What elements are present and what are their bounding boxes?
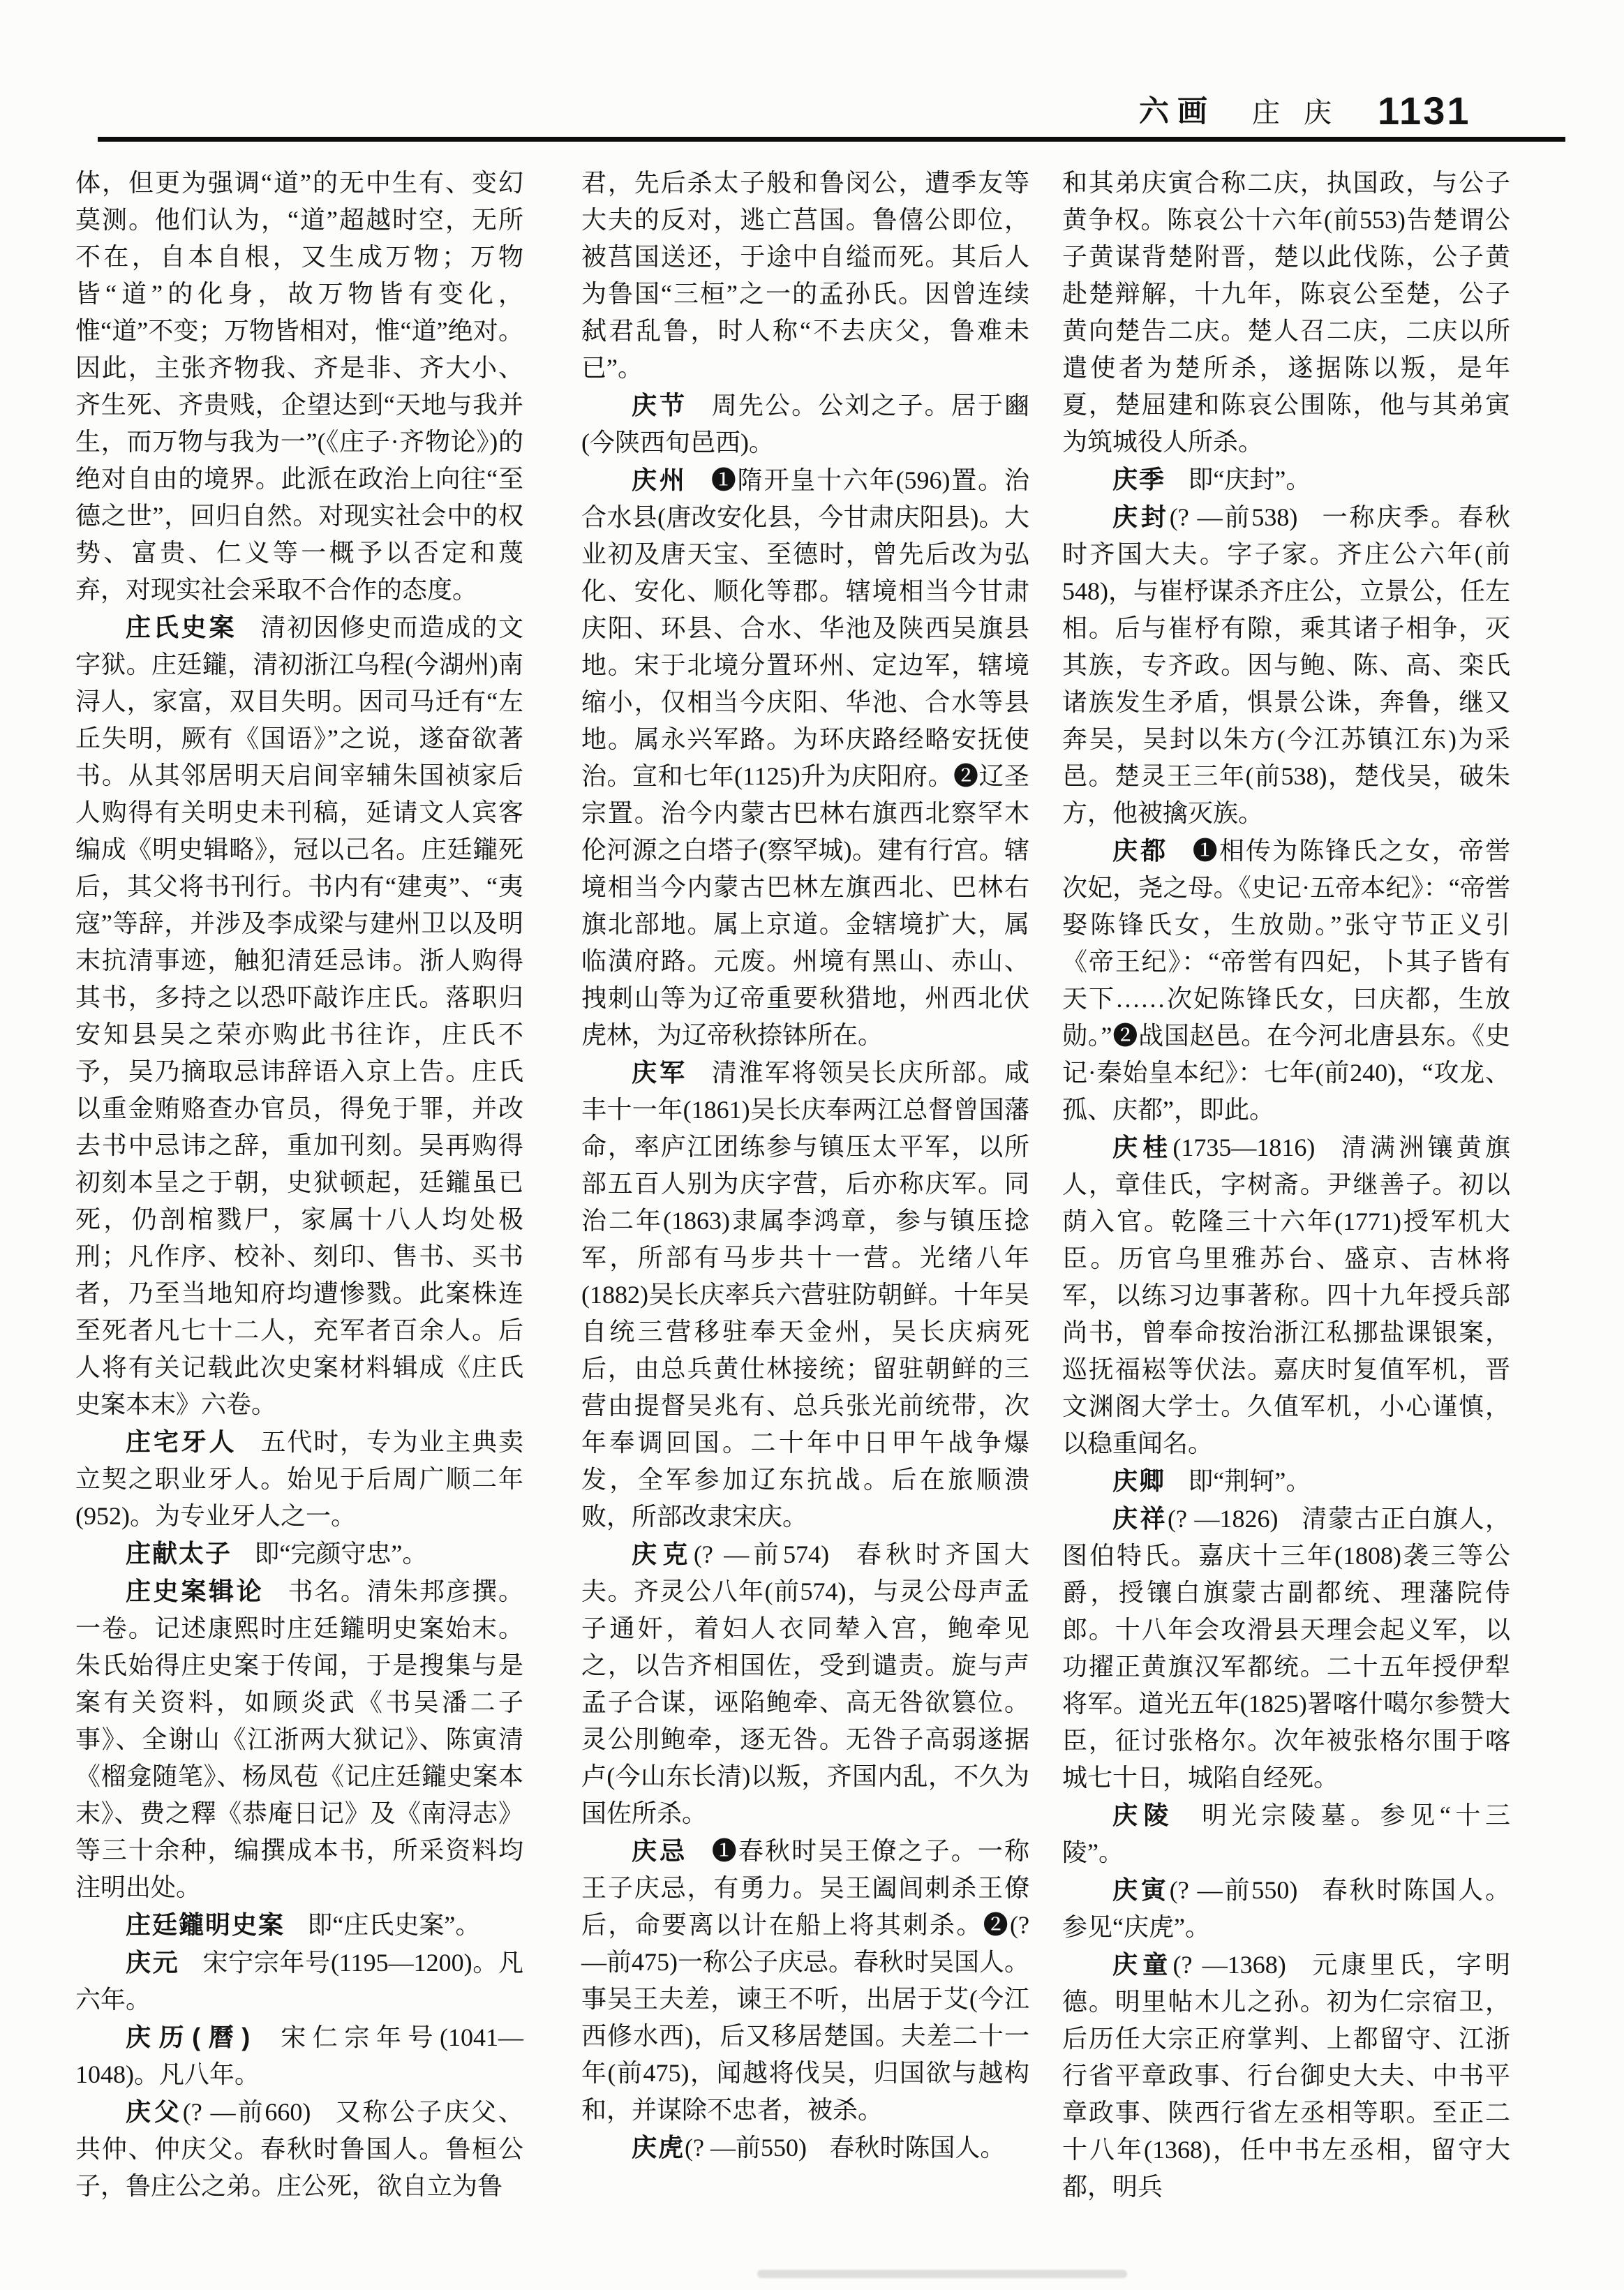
dictionary-entry: 庆忌 ❶春秋时吴王僚之子。一称王子庆忌，有勇力。吴王阖闾刺杀王僚后，命要离以计在船上将其刺杀。❷(? —前475)一称公子庆忌。春秋时吴国人。事吴王夫差，谏王不听，出居于艾(今江西修水西)，后又移居楚国。夫差二十一年(前475)，闻越将伐吴，归国欲与越构和，并谋除不忠者，被杀。 bbox=[581, 1836, 1029, 2124]
entry-dates: (? —前538) bbox=[1169, 503, 1298, 531]
entry-headword: 庆历(曆) bbox=[126, 2023, 252, 2051]
dictionary-entry: 庆卿 即“荆轲”。 bbox=[1112, 1466, 1311, 1495]
section-stroke-label: 六画 bbox=[1139, 96, 1216, 128]
first-entry-char: 庄 bbox=[1252, 97, 1280, 128]
dictionary-entry: 庆季 即“庆封”。 bbox=[1112, 465, 1311, 493]
entry-headword: 庄宅牙人 bbox=[126, 1427, 237, 1456]
dictionary-entry: 庆州 ❶隋开皇十六年(596)置。治合水县(唐改安化县，今甘肃庆阳县)。大业初及唐天宝、至德时，曾先后改为弘化、安化、顺化等郡。辖境相当今甘肃庆阳、环县、合水、华池及陕西吴旗县地。宋于北境分置环州、定边军，辖境缩小，仅相当今庆阳、华池、合水等县地。属永兴军路。为环庆路经略安抚使治。宣和七年(1125)升为庆阳府。❷辽圣宗置。治今内蒙古巴林右旗西北察罕木伦河源之白塔子(察罕城)。建有行宫。辖境相当今内蒙古巴林左旗西北、巴林右旗北部地。属上京道。金辖境扩大，属临潢府路。元废。州境有黑山、赤山、拽刺山等为辽帝重要秋猎地，州西北伏虎林，为辽帝秋捺钵所在。 bbox=[581, 466, 1029, 1049]
entry-headword: 庆都 bbox=[1112, 836, 1169, 865]
scan-artifact bbox=[757, 2270, 1127, 2278]
entry-headword: 庆克 bbox=[632, 1540, 694, 1568]
dictionary-entry: 庆克(? —前574) 春秋时齐国大夫。齐灵公八年(前574)，与灵公母声孟子通奸，着妇人衣同辇入宫，鲍牵见之，以告齐相国佐，受到谴责。旋与声孟子合谋，诬陷鲍牵、高无咎欲篡位。灵公刖鲍牵，逐无咎。无咎子高弱遂据卢(今山东长清)以叛，齐国内乱，不久为国佐所杀。 bbox=[581, 1540, 1029, 1827]
dictionary-entry: 庄宅牙人 五代时，专为业主典卖立契之职业牙人。始见于后周广顺二年(952)。为专业牙人之一。 bbox=[75, 1427, 523, 1530]
entry-headword: 庄献太子 bbox=[126, 1539, 232, 1568]
last-entry-char: 庆 bbox=[1304, 97, 1332, 128]
dictionary-entry: 庄廷鑨明史案 即“庄氏史案”。 bbox=[126, 1910, 481, 1939]
dictionary-entry: 庆寅(? —前550) 春秋时陈国人。参见“庆虎”。 bbox=[1062, 1875, 1510, 1941]
entry-dates: (? —前574) bbox=[693, 1540, 830, 1568]
entry-headword: 庆军 bbox=[632, 1058, 688, 1087]
entry-headword: 庆季 bbox=[1112, 465, 1166, 493]
dictionary-entry: 庆历(曆) 宋仁宗年号(1041—1048)。凡八年。 bbox=[75, 2023, 523, 2088]
entry-headword: 庄史案辑论 bbox=[126, 1577, 265, 1605]
entry-headword: 庆童 bbox=[1112, 1950, 1173, 1979]
entry-headword: 庆卿 bbox=[1112, 1466, 1166, 1495]
dictionary-entry: 庆军 清淮军将领吴长庆所部。咸丰十一年(1861)吴长庆奉两江总督曾国藩命，率庐江团练参与镇压太平军，以所部五百人别为庆字营，后亦称庆军。同治二年(1863)隶属李鸿章，参与镇压捻军，所部有马步共十一营。光绪八年(1882)吴长庆率兵六营驻防朝鲜。十年吴自统三营移驻奉天金州，吴长庆病死后，由总兵黄仕林接统；留驻朝鲜的三营由提督吴兆有、总兵张光前统带，次年奉调回国。二十年中日甲午战争爆发，全军参加辽东抗战。后在旅顺溃败，所部改隶宋庆。 bbox=[581, 1058, 1029, 1531]
dictionary-entry: 庆陵 明光宗陵墓。参见“十三陵”。 bbox=[1062, 1801, 1510, 1866]
text-column-1 bbox=[75, 165, 523, 2205]
entry-headword: 庆陵 bbox=[1112, 1801, 1175, 1829]
entry-headword: 庆桂 bbox=[1112, 1133, 1173, 1161]
header-rule bbox=[98, 137, 1565, 142]
entry-headword: 庆父 bbox=[126, 2097, 183, 2126]
text-column-3 bbox=[1062, 165, 1510, 2206]
entry-headword: 庆节 bbox=[632, 391, 688, 419]
dictionary-entry: 庆都 ❶相传为陈锋氏之女，帝喾次妃，尧之母。《史记·五帝本纪》：“帝喾娶陈锋氏女，生放勋。”张守节正义引《帝王纪》：“帝喾有四妃，卜其子皆有天下……次妃陈锋氏女，曰庆都，生放勋。”❷战国赵邑。在今河北唐县东。《史记·秦始皇本纪》：七年(前240)，“攻龙、孤、庆都”，即此。 bbox=[1062, 836, 1510, 1124]
continuation-paragraph: 君，先后杀太子般和鲁闵公，遭季友等大夫的反对，逃亡莒国。鲁僖公即位，被莒国送还，于途中自缢而死。其后人为鲁国“三桓”之一的孟孙氏。因曾连续弑君乱鲁，时人称“不去庆父，鲁难未已”。 bbox=[581, 169, 1029, 382]
page-number: 1131 bbox=[1378, 89, 1471, 133]
dictionary-entry: 庆童(? —1368) 元康里氏，字明德。明里帖木儿之孙。初为仁宗宿卫，后历任大宗正府掌判、上都留守、江浙行省平章政事、行台御史大夫、中书平章政事、陕西行省左丞相等职。至正二十八年(1368)，任中书左丞相，留守大都，明兵 bbox=[1062, 1950, 1510, 2201]
entry-headword: 庆忌 bbox=[632, 1836, 688, 1865]
entry-dates: (? —1826) bbox=[1168, 1505, 1279, 1533]
dictionary-entry: 庆节 周先公。公刘之子。居于豳(今陕西旬邑西)。 bbox=[581, 391, 1029, 456]
entry-dates: (? —前550) bbox=[685, 2134, 807, 2162]
dictionary-entry: 庆虎(? —前550) 春秋时陈国人。 bbox=[632, 2133, 1006, 2162]
entry-headword: 庆州 bbox=[632, 466, 687, 494]
dictionary-entry: 庄献太子 即“完颜守忠”。 bbox=[126, 1539, 428, 1568]
continuation-paragraph: 和其弟庆寅合称二庆，执国政，与公子黄争权。陈哀公十六年(前553)告楚谓公子黄谋背楚附晋，楚以此伐陈，公子黄赴楚辩解，十九年，陈哀公至楚，公子黄向楚告二庆。楚人召二庆，二庆以所遣使者为楚所杀，遂据陈以叛，是年夏，楚屈建和陈哀公围陈，他与其弟寅为筑城役人所杀。 bbox=[1062, 169, 1510, 456]
dictionary-entry: 庆元 宋宁宗年号(1195—1200)。凡六年。 bbox=[75, 1948, 523, 2014]
dictionary-entry: 庄史案辑论 书名。清朱邦彦撰。一卷。记述康熙时庄廷鑨明史案始末。朱氏始得庄史案于传闻，于是搜集与是案有关资料，如顾炎武《书吴潘二子事》、全谢山《江浙两大狱记》、陈寅清《榴龛随笔》、杨凤苞《记庄廷鑨史案本末》、费之釋《恭庵日记》及《南浔志》等三十余种，编撰成本书，所采资料均注明出处。 bbox=[75, 1577, 523, 1901]
entry-headword: 庆寅 bbox=[1112, 1875, 1170, 1904]
dictionary-entry: 庆父(? —前660) 又称公子庆父、共仲、仲庆父。春秋时鲁国人。鲁桓公子，鲁庄公之弟。庄公死，欲自立为鲁 bbox=[75, 2097, 523, 2200]
dictionary-entry: 庆封(? —前538) 一称庆季。春秋时齐国大夫。字子家。齐庄公六年(前548)，与崔杼谋杀齐庄公，立景公，任左相。后与崔杼有隙，乘其诸子相争，灭其族，专齐政。因与鲍、陈、高、栾氏诸族发生矛盾，惧景公诛，奔鲁，继又奔吴，吴封以朱方(今江苏镇江东)为采邑。楚灵王三年(前538)，楚伐吴，破朱方，他被擒灭族。 bbox=[1062, 503, 1510, 827]
continuation-paragraph: 体，但更为强调“道”的无中生有、变幻莫测。他们认为，“道”超越时空，无所不在，自本自根，又生成万物；万物皆“道”的化身，故万物皆有变化，惟“道”不变；万物皆相对，惟“道”绝对。因此，主张齐物我、齐是非、齐大小、齐生死、齐贵贱，企望达到“天地与我并生，而万物与我为一”(《庄子·齐物论》)的绝对自由的境界。此派在政治上向往“至德之世”，回归自然。对现实社会中的权势、富贵、仁义等一概予以否定和蔑弃，对现实社会采取不合作的态度。 bbox=[75, 169, 523, 604]
entry-headword: 庆封 bbox=[1112, 503, 1170, 531]
entry-dates: (? —1368) bbox=[1172, 1951, 1286, 1979]
entry-headword: 庆虎 bbox=[632, 2133, 685, 2162]
page-running-head bbox=[1139, 88, 1471, 131]
dictionary-entry: 庆桂(1735—1816) 清满洲镶黄旗人，章佳氏，字树斋。尹继善子。初以荫入官。乾隆三十六年(1771)授军机大臣。历官乌里雅苏台、盛京、吉林将军，以练习边事著称。四十九年授兵部尚书，曾奉命按治浙江私挪盐课银案，巡抚福崧等伏法。嘉庆时复值军机，晋文渊阁大学士。久值军机，小心谨慎，以稳重闻名。 bbox=[1062, 1133, 1510, 1457]
entry-dates: (1735—1816) bbox=[1172, 1133, 1316, 1161]
entry-headword: 庆元 bbox=[126, 1948, 180, 1977]
text-column-2 bbox=[581, 165, 1029, 2166]
entry-headword: 庄廷鑨明史案 bbox=[126, 1910, 285, 1939]
entry-dates: (? —前660) bbox=[182, 2098, 311, 2126]
entry-headword: 庄氏史案 bbox=[126, 613, 237, 641]
dictionary-entry: 庆祥(? —1826) 清蒙古正白旗人，图伯特氏。嘉庆十三年(1808)袭三等公爵，授镶白旗蒙古副都统、理藩院侍郎。十八年会攻滑县天理会起义军，以功擢正黄旗汉军都统。二十五年授伊犁将军。道光五年(1825)署喀什噶尔参赞大臣，征讨张格尔。次年被张格尔围于喀城七十日，城陷自经死。 bbox=[1062, 1504, 1510, 1792]
entry-headword: 庆祥 bbox=[1112, 1504, 1168, 1533]
entry-dates: (? —前550) bbox=[1169, 1876, 1298, 1904]
dictionary-entry: 庄氏史案 清初因修史而造成的文字狱。庄廷鑨，清初浙江乌程(今湖州)南浔人，家富，双目失明。因司马迁有“左丘失明，厥有《国语》”之说，遂奋欲著书。从其邻居明天启间宰辅朱国祯家后人购得有关明史未刊稿，延请文人宾客编成《明史辑略》，冠以己名。庄廷鑨死后，其父将书刊行。书内有“建夷”、“夷寇”等辞，并涉及李成梁与建州卫以及明末抗清事迹，触犯清廷忌讳。浙人购得其书，多持之以恐吓敲诈庄氏。落职归安知县吴之荣亦购此书往诈，庄氏不予，吴乃摘取忌讳辞语入京上告。庄氏以重金贿赂查办官员，得免于罪，并改去书中忌讳之辞，重加刊刻。吴再购得初刻本呈之于朝，史狱顿起，廷鑨虽已死，仍剖棺戮尸，家属十八人均处极刑；凡作序、校补、刻印、售书、买书者，乃至当地知府均遭惨戮。此案株连至死者凡七十二人，充军者百余人。后人将有关记载此次史案材料辑成《庄氏史案本末》六卷。 bbox=[75, 613, 523, 1418]
